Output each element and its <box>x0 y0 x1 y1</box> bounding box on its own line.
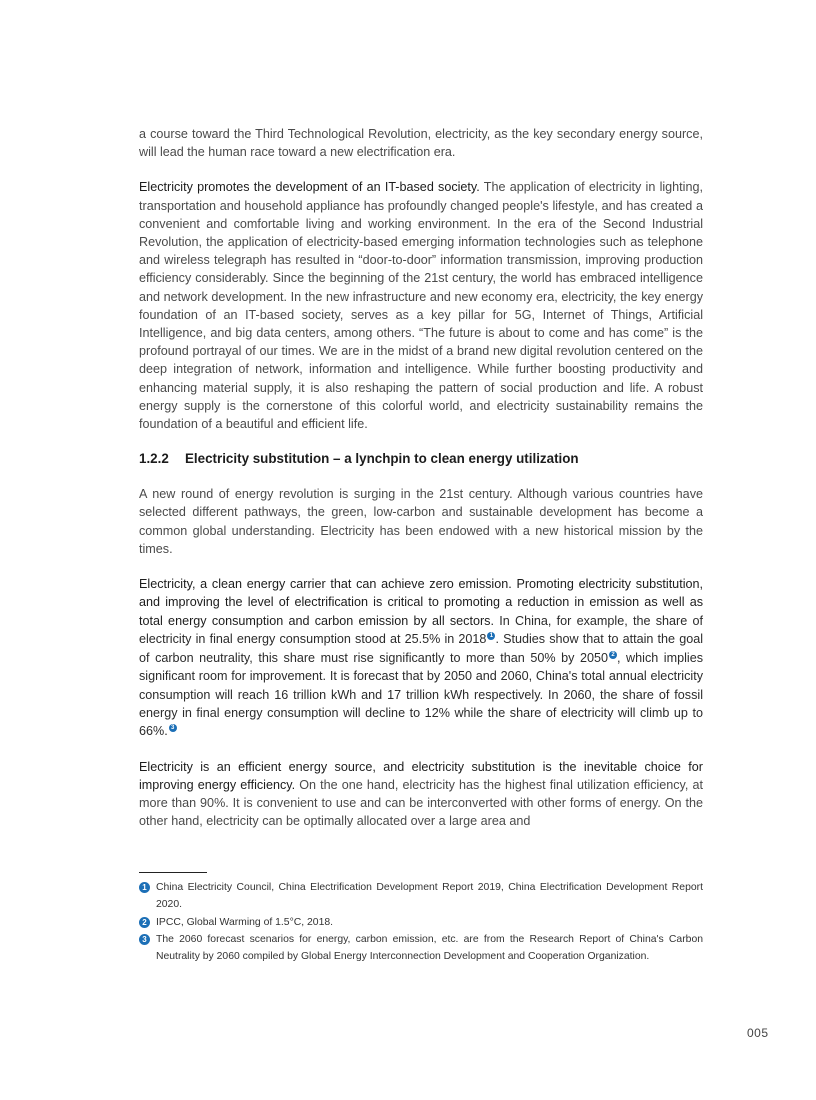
paragraph-body: , which implies significant room for improvement. It is forecast that by 2050 and 2060, China's total annual electricity consumption will reach 16 trillion kWh and 17 trillion kWh respectively. In 2060, the share of fossil energy in final energy consumption will decline to 12% while the share of electricity will climb up to 66%. <box>139 650 703 739</box>
paragraph-body: In China, for example, the share of electricity in final energy consumption stood at 25.5% in 2018 <box>139 613 703 647</box>
footnote-divider <box>139 872 207 873</box>
footnote-marker-icon: 2 <box>139 917 150 928</box>
footnote-text: IPCC, Global Warming of 1.5°C, 2018. <box>156 916 334 928</box>
footnote-item <box>139 931 703 966</box>
paragraph-it-society <box>139 178 703 433</box>
paragraph-clean-carrier <box>139 575 703 741</box>
page-number: 005 <box>747 1026 769 1040</box>
paragraph-body: . Studies show that to attain the goal of carbon neutrality, this share must rise significantly to more than 50% by 2050 <box>139 632 704 665</box>
footnote-text: China Electricity Council, China Electrification Development Report 2019, China Electrification Development Report 2020. <box>156 882 703 911</box>
section-title: Electricity substitution – a lynchpin to clean energy utilization <box>185 451 579 467</box>
footnotes <box>139 879 703 965</box>
footnote-marker-icon: 1 <box>139 882 150 893</box>
section-number: 1.2.2 <box>139 451 169 467</box>
paragraph-lead-sentence: Electricity, a clean energy carrier that can achieve zero emission. Promoting electricity substitution, and improving the level of electrification is critical to promoting a reduction in emission as well as total energy consumption and carbon emission by all sectors. <box>139 577 703 628</box>
footnote-item <box>139 914 703 931</box>
footnote-ref-1[interactable]: 1 <box>487 632 495 640</box>
footnote-ref-3[interactable]: 3 <box>169 724 177 732</box>
footnote-ref-2[interactable]: 2 <box>609 651 617 659</box>
paragraph-efficient-source <box>139 758 703 831</box>
footnote-text: The 2060 forecast scenarios for energy, carbon emission, etc. are from the Research Report of China's Carbon Neutrality by 2060 compiled by Global Energy Interconnection Development and Cooperation Organization. <box>156 933 703 963</box>
paragraph-body: The application of electricity in lighting, transportation and household appliance has profoundly changed people's lifestyle, and has created a convenient and comfortable living and working environment. In the era of the Second Industrial Revolution, the application of electricity-based emerging information technologies such as telephone and wireless telegraph has resulted in “door-to-door” information transmission, improving production efficiency considerably. Since the beginning of the 21st century, the world has embraced intelligence and network development. In the new infrastructure and new economy era, electricity, the key energy foundation of an IT-based society, serves as a key pillar for 5G, Internet of Things, Artificial Intelligence, and big data centers, among others. “The future is about to come and has come” is the profound portrayal of our times. We are in the midst of a brand new digital revolution centered on the deep integration of network, information and intelligence. While further boosting productivity and enhancing material supply, it is also reshaping the pattern of social production and life. A robust energy supply is the cornerstone of this colorful world, and electricity sustainability remains the foundation of a beautiful and efficient life. <box>139 180 703 432</box>
footnote-marker-icon: 3 <box>139 934 150 945</box>
paragraph-lead-sentence: Electricity promotes the development of an IT-based society. <box>139 180 480 195</box>
paragraph-energy-revolution: A new round of energy revolution is surging in the 21st century. Although various countries have selected different pathways, the green, low-carbon and sustainable development has become a common global understanding. Electricity has been endowed with a new historical mission by the times. <box>139 487 703 556</box>
section-heading <box>139 450 703 468</box>
paragraph-lead-sentence: Electricity is an efficient energy source, and electricity substitution is the inevitable choice for improving energy efficiency. <box>139 759 703 792</box>
footnote-item <box>139 879 703 914</box>
paragraph-body: On the one hand, electricity has the highest final utilization efficiency, at more than 90%. It is convenient to use and can be interconverted with other forms of energy. On the other hand, electricity can be optimally allocated over a large area and <box>139 777 704 829</box>
paragraph-intro-continuation: a course toward the Third Technological Revolution, electricity, as the key secondary energy source, will lead the human race toward a new electrification era. <box>139 127 703 160</box>
body-content <box>139 125 703 848</box>
